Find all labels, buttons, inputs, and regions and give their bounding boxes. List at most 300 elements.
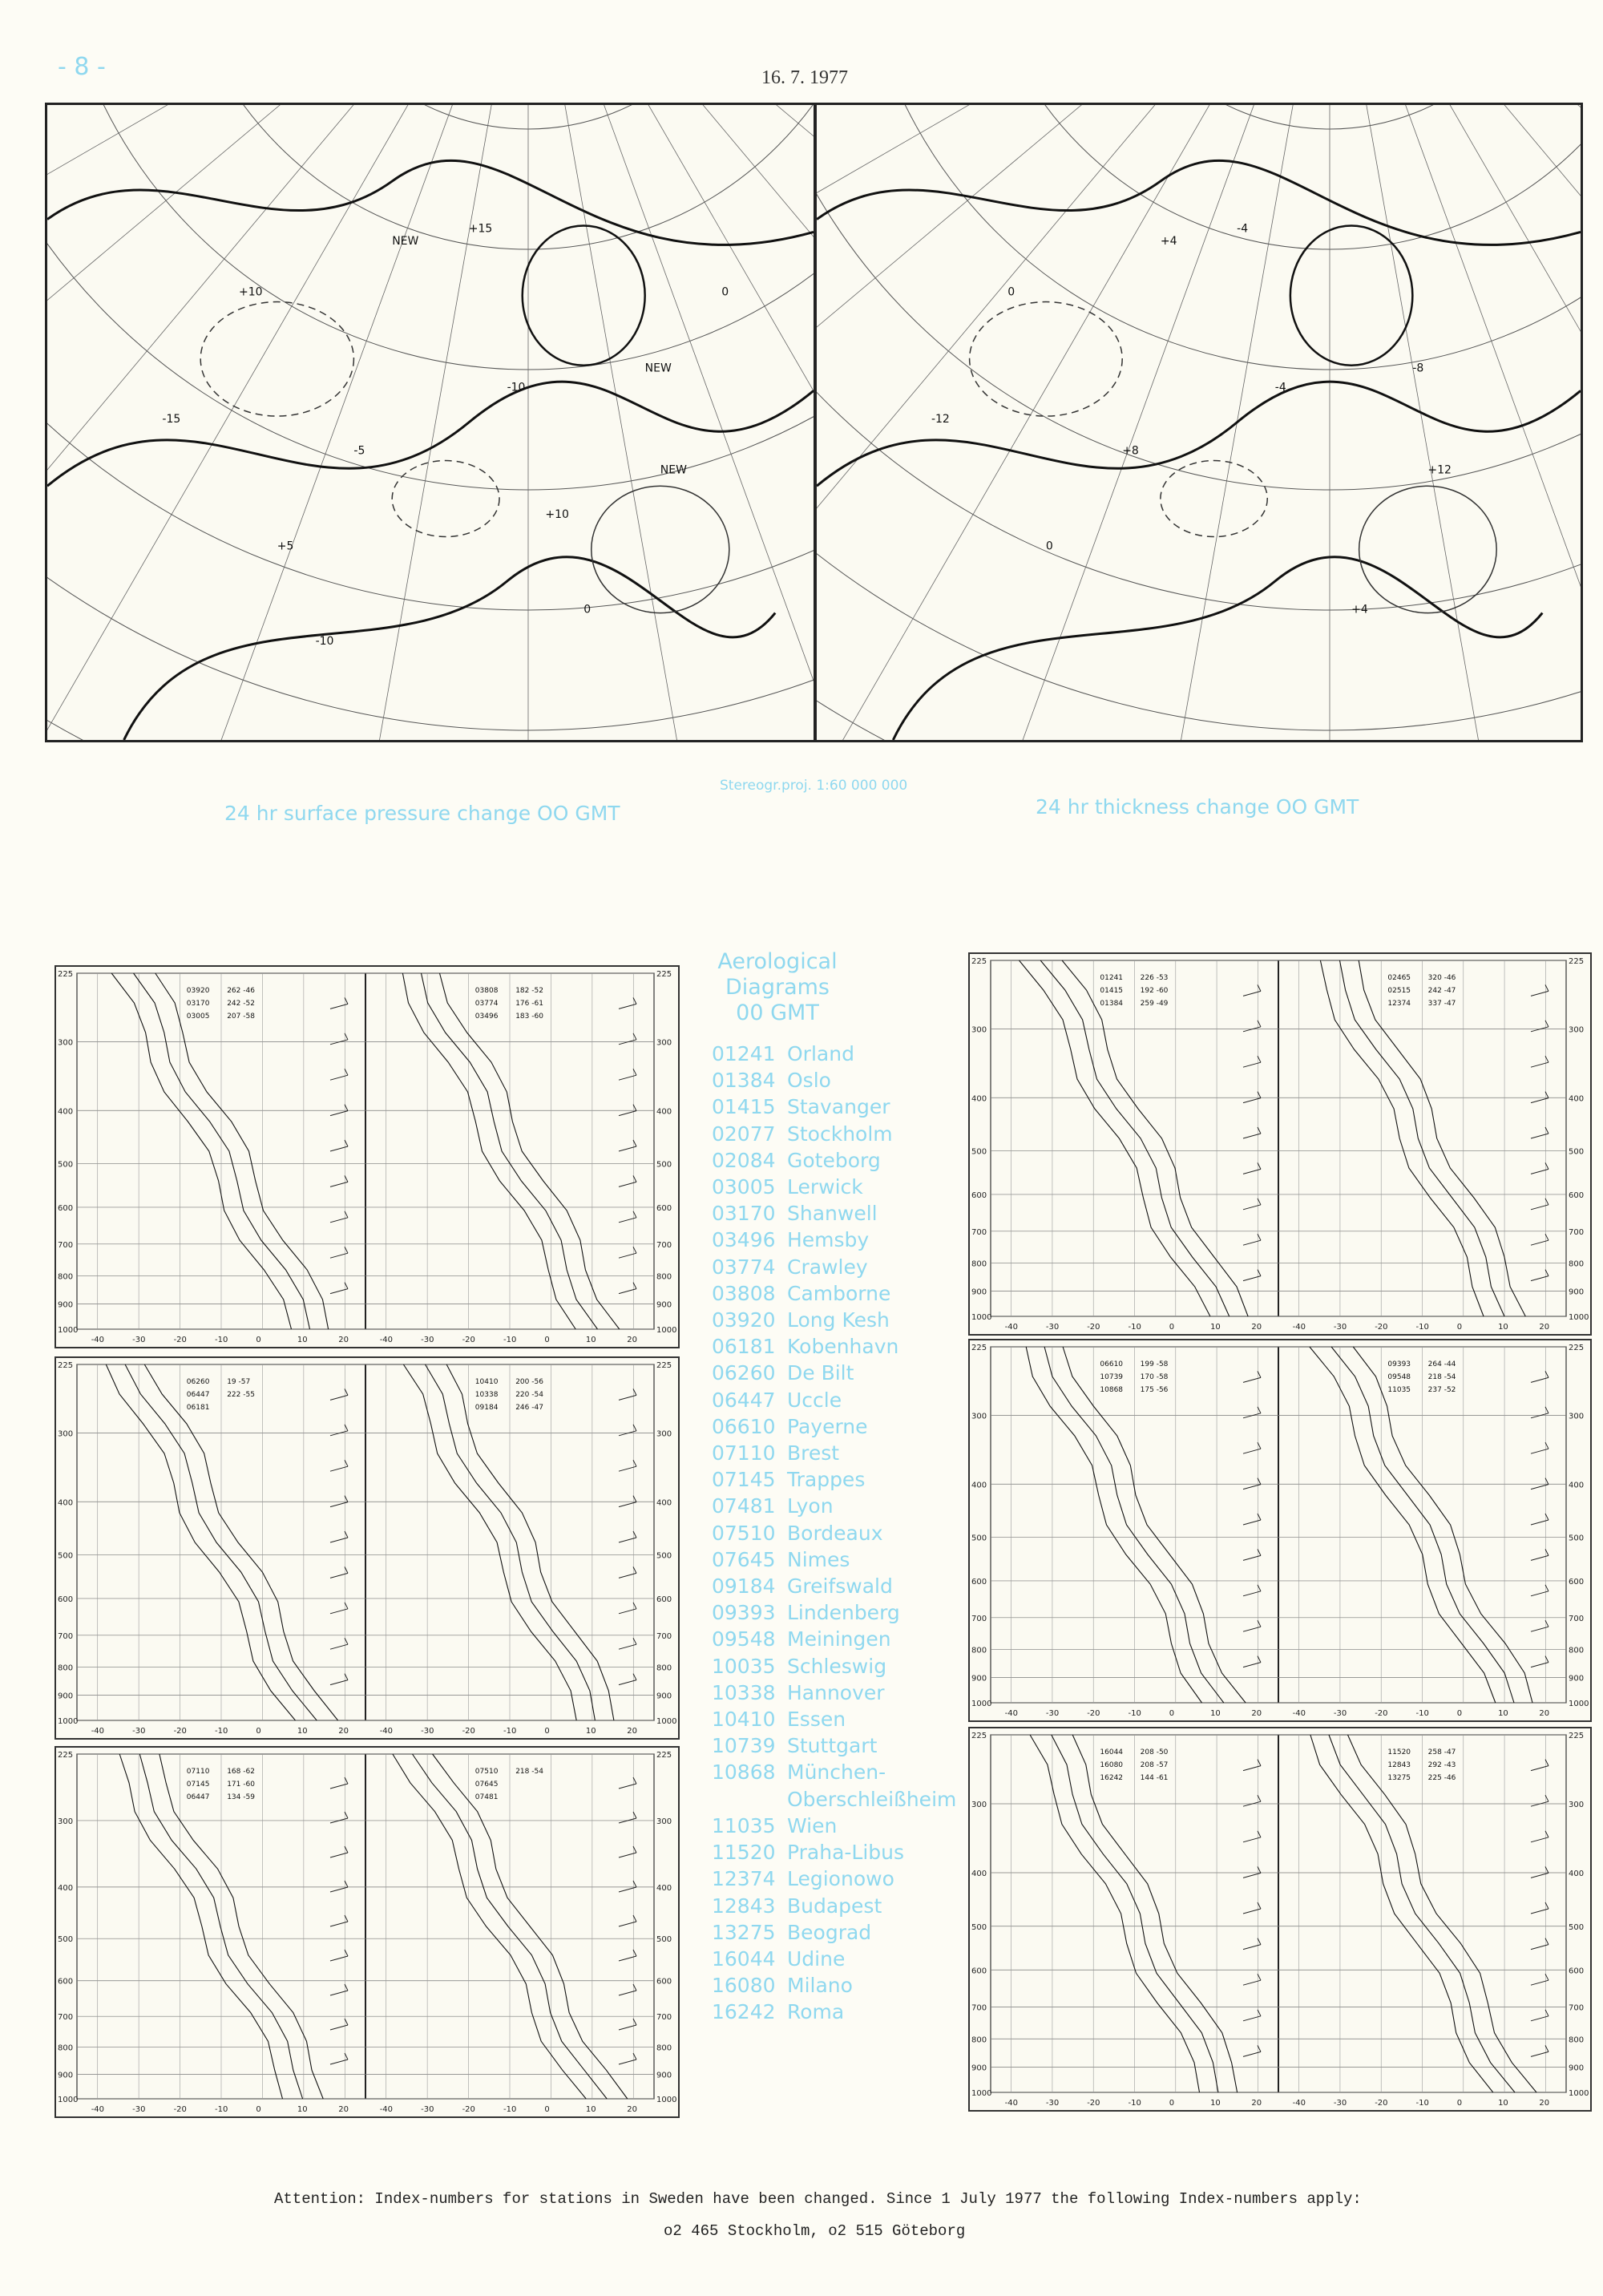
temperature-label: -10 [1128,1323,1141,1332]
station-number: 03774 [712,1255,776,1279]
wind-barb [330,1680,348,1685]
station-value: 225 -46 [1427,1774,1456,1782]
right-contour-label: +12 [1427,463,1452,477]
pressure-level-label: 400 [971,1094,987,1104]
station-item [712,1999,956,2025]
temperature-label: -30 [1333,1323,1347,1332]
temperature-label: 0 [1169,1709,1175,1718]
pressure-level-label: 600 [971,1577,987,1587]
surface-pressure-map [45,103,816,742]
wind-barb [1531,991,1548,996]
wind-barb [619,1956,636,1961]
station-value: 192 -60 [1140,987,1169,995]
station-id: 16242 [1100,1774,1124,1782]
wind-barb [633,1638,636,1644]
station-item [712,1227,956,1253]
station-number: 09393 [712,1601,776,1625]
pressure-level-label: 500 [656,1935,672,1945]
station-name: Essen [787,1708,846,1732]
pressure-level-label: 225 [58,1361,74,1370]
pressure-level-label: 300 [971,1412,987,1421]
station-name: Lindenberg [787,1601,900,1625]
temperature-label: 20 [627,2105,638,2114]
temperature-label: -40 [379,2105,394,2114]
temperature-label: 0 [544,1727,550,1736]
wind-barb [633,1211,636,1218]
temperature-label: -10 [215,2105,228,2114]
station-item [712,1387,956,1413]
right-contour-label: +8 [1122,444,1139,458]
station-id: 13275 [1387,1774,1411,1782]
wind-barb [345,1812,348,1818]
station-number: 03808 [712,1281,776,1305]
pressure-level-label: 600 [58,1595,74,1604]
station-name: Hannover [787,1680,885,1704]
pressure-level-label: 900 [971,2064,987,2073]
wind-barb [1531,1062,1548,1067]
temperature-label: 10 [1210,1323,1221,1332]
wind-barb [330,1218,348,1223]
temperature-label: 10 [585,1336,596,1344]
station-number: 10410 [712,1708,776,1732]
wind-barb [1531,1449,1548,1453]
left-contour-label: +5 [277,540,294,553]
station-name: Bordeaux [787,1521,883,1545]
wind-barb [330,1922,348,1926]
station-id: 03774 [474,1000,499,1008]
station-id: 06181 [186,1404,210,1412]
station-value: 200 -56 [515,1378,543,1386]
station-id: 02465 [1387,974,1411,982]
station-name: De Bilt [787,1361,854,1385]
temperature-label: 10 [585,2105,596,2114]
thickness-caption: 24 hr thickness change OO GMT [1036,795,1359,819]
left-contour-label: 0 [721,285,729,299]
station-value: 218 -54 [515,1768,543,1776]
station-list [712,1041,956,2026]
pressure-level-label: 800 [971,1646,987,1655]
station-item [712,1786,956,1813]
station-name: Kobenhavn [787,1335,899,1359]
pressure-level-label: 500 [971,1147,987,1157]
station-number: 03170 [712,1202,776,1226]
station-id: 16044 [1100,1748,1124,1756]
station-value: 182 -52 [515,987,543,995]
wind-barb [345,1984,348,1991]
wind-barb [633,1531,636,1538]
wind-barb [633,997,636,1004]
pressure-level-label: 600 [58,1203,74,1213]
station-number: 13275 [712,1920,776,1944]
station-name: Legionowo [787,1867,894,1891]
right-contour-label: -8 [1412,362,1424,375]
temperature-label: 0 [1169,2099,1175,2108]
pressure-level-label: 400 [971,1481,987,1490]
wind-barb [619,1004,636,1009]
station-id: 06447 [186,1793,210,1801]
station-value: 19 -57 [227,1378,251,1386]
pressure-level-label: 800 [656,1663,672,1673]
wind-barb [633,1881,636,1887]
station-value: 259 -49 [1140,1000,1169,1008]
wind-barb [345,1881,348,1887]
station-item [712,1413,956,1440]
pressure-level-label: 800 [1569,2035,1585,2045]
temperature-label: -30 [1045,1709,1060,1718]
station-id: 06447 [186,1391,210,1399]
page-date: 16. 7. 1977 [761,67,848,88]
wind-barb [345,1950,348,1956]
wind-barb [619,1538,636,1542]
station-name: Nimes [787,1547,850,1571]
pressure-level-label: 800 [58,1663,74,1673]
pressure-level-label: 900 [1569,1674,1585,1684]
station-number: 10868 [712,1760,776,1785]
temperature-label: -30 [132,2105,146,2114]
station-value: 242 -52 [227,1000,255,1008]
temperature-label: 10 [1498,1709,1508,1718]
station-name: Orland [787,1042,854,1065]
pressure-level-label: 1000 [971,2089,992,2098]
temperature-label: 10 [297,2105,308,2114]
station-number: 11035 [712,1813,776,1837]
wind-barb [619,1644,636,1649]
wind-barb [1531,1276,1548,1281]
pressure-level-label: 700 [1569,1227,1585,1237]
pressure-level-label: 800 [1569,1259,1585,1269]
surface-pressure-map-drawing [47,105,814,740]
station-value: 218 -54 [1427,1373,1456,1381]
temperature-label: 10 [297,1336,308,1344]
station-id: 09548 [1387,1373,1411,1381]
station-number: 16044 [712,1946,776,1971]
station-value: 183 -60 [515,1013,543,1021]
temperature-label: 20 [338,2105,349,2114]
temperature-label: 20 [1251,2099,1262,2108]
pressure-level-label: 1000 [656,1717,677,1726]
wind-barb [330,1146,348,1151]
station-name: Milano [787,1974,853,1998]
pressure-level-label: 1000 [656,1326,677,1335]
station-id: 16080 [1100,1761,1124,1769]
station-item [712,1919,956,1946]
right-contour-label: -4 [1274,381,1286,394]
station-number: 01241 [712,1042,776,1065]
pressure-level-label: 300 [656,1038,672,1048]
wind-barb [330,1991,348,1995]
station-name: Praha-Libus [787,1841,905,1865]
station-number: 10035 [712,1654,776,1678]
wind-barb [633,1425,636,1431]
pressure-level-label: 700 [1569,2003,1585,2013]
wind-barb [1243,1591,1261,1596]
pressure-level-label: 500 [971,1534,987,1543]
station-number: 02084 [712,1148,776,1172]
pressure-level-label: 600 [1569,1577,1585,1587]
station-item [712,1839,956,1866]
pressure-level-label: 300 [58,1038,74,1048]
pressure-level-label: 800 [971,1259,987,1269]
wind-barb [633,1105,636,1111]
wind-barb [1243,1098,1261,1103]
station-id: 07645 [474,1781,499,1789]
wind-barb [1531,1134,1548,1138]
wind-barb [1243,1169,1261,1174]
pressure-level-label: 500 [1569,1922,1585,1932]
wind-barb [330,1502,348,1507]
station-number: 10739 [712,1734,776,1758]
wind-barb [330,1075,348,1080]
station-number: 06610 [712,1414,776,1438]
station-number: 16080 [712,1974,776,1998]
wind-barb [633,2019,636,2025]
station-value: 199 -58 [1140,1360,1169,1368]
station-name: Udine [787,1946,846,1971]
temperature-label: 20 [1539,1709,1550,1718]
station-number: 10338 [712,1680,776,1704]
pressure-level-label: 700 [656,1631,672,1641]
wind-barb [1243,1205,1261,1210]
wind-barb [345,1496,348,1502]
wind-barb [1243,1627,1261,1631]
pressure-level-label: 400 [58,1498,74,1508]
wind-barb [345,1777,348,1784]
wind-barb [619,1573,636,1578]
temperature-label: 10 [1210,2099,1221,2108]
right-contour-label: 0 [1045,540,1053,553]
wind-barb [633,1674,636,1680]
wind-barb [1243,991,1261,996]
station-number: 07510 [712,1521,776,1545]
temperature-label: 0 [1456,2099,1463,2108]
right-contour-label: +4 [1351,603,1368,616]
station-name: Long Kesh [787,1308,890,1332]
wind-barb [1243,1663,1261,1667]
station-id: 09184 [474,1404,499,1412]
wind-barb [633,1915,636,1922]
wind-barb [619,1887,636,1892]
station-item [712,1254,956,1280]
pressure-level-label: 600 [656,1595,672,1604]
surface-pressure-caption: 24 hr surface pressure change OO GMT [224,802,620,825]
temperature-label: -20 [462,1336,475,1344]
station-id: 03170 [186,1000,210,1008]
left-contour-label: -10 [315,635,334,649]
station-item [712,1972,956,1999]
temperature-label: -40 [91,1336,105,1344]
wind-barb [1531,1169,1548,1174]
station-item [712,1946,956,1972]
wind-barb [330,1466,348,1471]
station-name: Shanwell [787,1202,878,1226]
aerological-diagram-6 [968,1727,1592,2112]
station-value: 171 -60 [227,1781,255,1789]
station-number: 02077 [712,1122,776,1146]
station-value: 220 -54 [515,1391,543,1399]
temperature-label: 0 [256,1336,261,1344]
station-name: Oslo [787,1069,831,1093]
pressure-level-label: 600 [971,1967,987,1976]
wind-barb [330,1853,348,1857]
station-number: 07645 [712,1547,776,1571]
wind-barb [1531,1837,1548,1842]
station-item [712,1493,956,1519]
station-id: 10338 [474,1391,499,1399]
wind-barb [1531,1205,1548,1210]
station-name: Hemsby [787,1228,870,1252]
wind-barb [345,2019,348,2025]
station-id: 10868 [1100,1386,1124,1394]
wind-barb [345,1105,348,1111]
temperature-label: -20 [173,2105,187,2114]
wind-barb [345,1069,348,1075]
pressure-level-label: 900 [656,2071,672,2080]
temperature-label: -40 [379,1336,394,1344]
temperature-label: -10 [503,1727,517,1736]
pressure-level-label: 900 [58,2071,74,2080]
pressure-level-label: 500 [1569,1534,1585,1543]
pressure-level-label: 500 [971,1922,987,1932]
temperature-label: -30 [1045,1323,1060,1332]
wind-barb [619,2025,636,2030]
temperature-label: 10 [1210,1709,1221,1718]
pressure-level-label: 225 [656,970,672,979]
left-contour-label: NEW [392,235,419,249]
wind-barb [1243,1134,1261,1138]
pressure-level-label: 400 [971,1870,987,1879]
wind-barb [619,1146,636,1151]
pressure-level-label: 400 [1569,1094,1585,1104]
station-id: 01415 [1100,987,1124,995]
wind-barb [1531,1873,1548,1878]
station-number: 01384 [712,1069,776,1093]
station-name: Brest [787,1441,840,1465]
station-value: 258 -47 [1427,1748,1456,1756]
temperature-label: -20 [173,1727,187,1736]
station-id: 01384 [1100,1000,1124,1008]
right-contour-label: -4 [1237,222,1249,236]
wind-barb [345,1531,348,1538]
wind-barb [345,1915,348,1922]
wind-barb [345,1211,348,1218]
wind-barb [633,2053,636,2060]
temperature-label: -30 [132,1336,146,1344]
pressure-level-label: 600 [656,1977,672,1987]
wind-barb [330,1644,348,1649]
station-item [712,1573,956,1599]
aerological-diagram-2 [55,1356,680,1740]
wind-barb [345,1033,348,1040]
pressure-level-label: 500 [58,1935,74,1945]
wind-barb [1243,1520,1261,1525]
wind-barb [1531,1098,1548,1103]
wind-barb [345,1247,348,1253]
station-item [712,1732,956,1759]
station-number: 12843 [712,1894,776,1918]
right-contour-label: 0 [1007,285,1016,299]
pressure-level-label: 500 [58,1551,74,1561]
pressure-level-label: 225 [971,1732,987,1740]
wind-barb [345,1674,348,1680]
temperature-label: -20 [462,2105,475,2114]
wind-barb [345,1425,348,1431]
wind-barb [1531,1945,1548,1950]
station-item [712,1440,956,1466]
station-number: 16242 [712,2000,776,2024]
station-id: 12374 [1387,1000,1411,1008]
station-number: 07481 [712,1494,776,1518]
wind-barb [1531,1520,1548,1525]
station-number: 03920 [712,1308,776,1332]
wind-barb [330,1609,348,1614]
wind-barb [633,1846,636,1853]
station-value: 175 -56 [1140,1386,1169,1394]
pressure-level-label: 700 [58,1240,74,1250]
wind-barb [330,1538,348,1542]
left-contour-label: -10 [507,381,526,394]
wind-barb [619,1111,636,1116]
wind-barb [1531,1663,1548,1667]
station-name: Uccle [787,1388,842,1412]
pressure-level-label: 400 [58,1883,74,1893]
station-item [712,1520,956,1546]
pressure-level-label: 700 [1569,1614,1585,1623]
temperature-label: 0 [1456,1709,1463,1718]
aerological-diagram-3 [55,1746,680,2118]
pressure-level-label: 225 [1569,957,1585,966]
station-id: 10739 [1100,1373,1124,1381]
station-number [712,1786,787,1813]
wind-barb [1243,1377,1261,1382]
temperature-label: -40 [1292,2099,1306,2108]
left-contour-label: NEW [644,362,672,375]
wind-barb [1531,2051,1548,2056]
temperature-label: -30 [1333,2099,1347,2108]
pressure-level-label: 225 [1569,1344,1585,1352]
station-value: 242 -47 [1427,987,1456,995]
station-name: Greifswald [787,1574,893,1599]
temperature-label: -10 [503,1336,517,1344]
left-contour-label: -5 [353,444,365,458]
wind-barb [1531,1627,1548,1631]
station-number: 06447 [712,1388,776,1412]
wind-barb [1531,1377,1548,1382]
station-item [712,1813,956,1839]
wind-barb [345,1460,348,1466]
pressure-level-label: 300 [58,1429,74,1439]
pressure-level-label: 1000 [971,1313,992,1322]
left-contour-label: NEW [660,463,687,477]
pressure-level-label: 700 [656,1240,672,1250]
pressure-level-label: 800 [58,2043,74,2053]
pressure-level-label: 800 [1569,1646,1585,1655]
wind-barb [619,1075,636,1080]
station-id: 12843 [1387,1761,1411,1769]
station-item [712,1200,956,1227]
pressure-level-label: 900 [1569,2064,1585,2073]
wind-barb [330,1395,348,1400]
pressure-level-label: 900 [1569,1287,1585,1297]
wind-barb [1243,1837,1261,1842]
station-number: 07110 [712,1441,776,1465]
station-id: 11035 [1387,1386,1411,1394]
attention-note: Attention: Index-numbers for stations in Sweden have been changed. Since 1 July 1977 the following Index-numbers apply: [274,2190,1362,2208]
wind-barb [619,1922,636,1926]
temperature-label: -10 [1415,1323,1429,1332]
station-item [712,1706,956,1732]
wind-barb [1531,1485,1548,1490]
station-value: 262 -46 [227,987,255,995]
